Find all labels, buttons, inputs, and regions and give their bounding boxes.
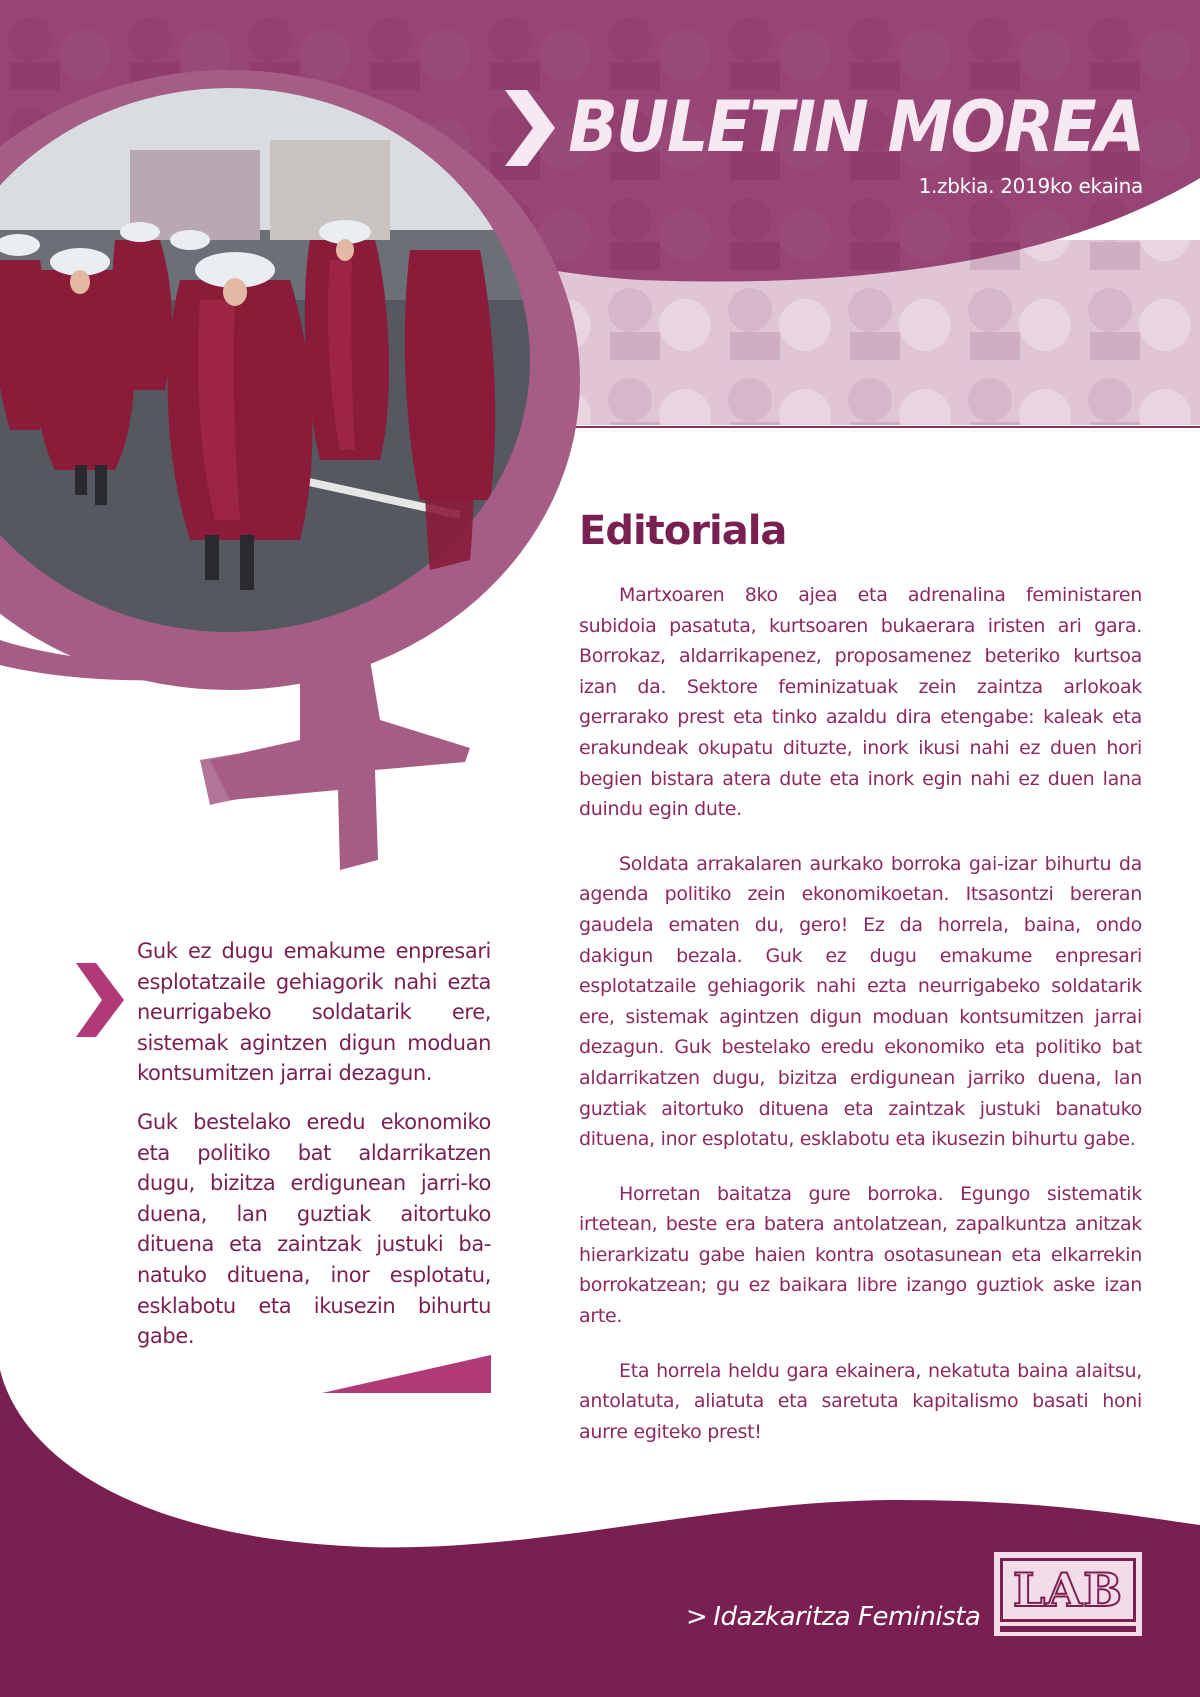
- editorial-paragraph: Soldata arrakalaren aurkako borroka gai-izar bihurtu da agenda politiko zein ekonomikoetan. Itsasontzi bereran gaudela ematen du, gero! Ez da horrela, baina, ondo dakigun bezala. Guk ez dugu emakume enpresari esplotatzaile gehiagorik nahi ezta neurrigabeko soldatarik ere, sistemak agintzen digun moduan kontsumitzen jarrai dezagun. Guk bestelako eredu ekonomiko eta politiko bat aldarrikatzen dugu, bizitza erdigunean jarriko duena, lan guztiak aitortuko dituena eta zaintzak justuki banatuko dituena, inor esplotatu, esklabotu eta ikusezin bihurtu gabe.: [579, 852, 1142, 1151]
- masthead: [505, 82, 1145, 172]
- editorial-heading: Editoriala: [579, 508, 787, 554]
- quote-paragraph: Guk bestelako eredu ekonomiko eta politiko bat aldarrikatzen dugu, bizitza erdigunean jarri-ko duena, lan guztiak aitortuko dituena eta zaintzak justuki ba-natuko dituena, inor esplotatu, esklabotu eta ikusezin bihurtu gabe.: [137, 1109, 491, 1349]
- editorial-body: [579, 580, 1142, 1471]
- signature-arrow: >: [686, 1602, 708, 1632]
- signature-text: Idazkaritza Feminista: [713, 1602, 981, 1632]
- editorial-paragraph: Martxoaren 8ko ajea eta adrenalina feministaren subidoia pasatuta, kurtsoaren bukaerara iristen ari gara. Borrokaz, aldarrikapenez, proposamenez beteriko kurtsoa izan da. Sektore feminizatuak zein zaintza arlokoak gerrarako prest eta tinko azaldu dira etengabe: kaleak eta erakundeak okupatu dituzte, inork ikusi nahi ez duen hori begien bistara atera dute eta inork egin nahi ez duen lana duindu egin dute.: [579, 584, 1142, 821]
- issue-date: 1.zbkia. 2019ko ekaina: [918, 174, 1143, 198]
- logo-text: LAB: [1013, 1563, 1123, 1617]
- editorial-paragraph: Horretan baitatza gure borroka. Egungo sistematik irtetean, beste era batera antolatzean, zapalkuntza anitzak hierarkizatu gabe haien kontra osotasunean eta elkarrekin borrokatzean; gu ez baikara libre izango guztiok aske izan arte.: [579, 1182, 1142, 1328]
- bulletin-title: BULETIN MOREA: [567, 86, 1143, 168]
- chevron-right-icon: [76, 963, 124, 1037]
- editorial-paragraph: Eta horrela heldu gara ekainera, nekatuta baina alaitsu, antolatuta, aliatuta eta saretuta kapitalismo basati honi aurre egiteko prest!: [579, 1359, 1142, 1443]
- signature: [686, 1602, 980, 1632]
- pull-quote: [137, 936, 491, 1370]
- quote-paragraph: Guk ez dugu emakume enpresari esplotatzaile gehiagorik nahi ezta neurrigabeko soldatarik ere, sistemak agintzen digun moduan kontsumitzen jarrai dezagun.: [137, 939, 491, 1086]
- chevron-right-icon: [505, 90, 555, 166]
- lab-logo: [994, 1552, 1142, 1636]
